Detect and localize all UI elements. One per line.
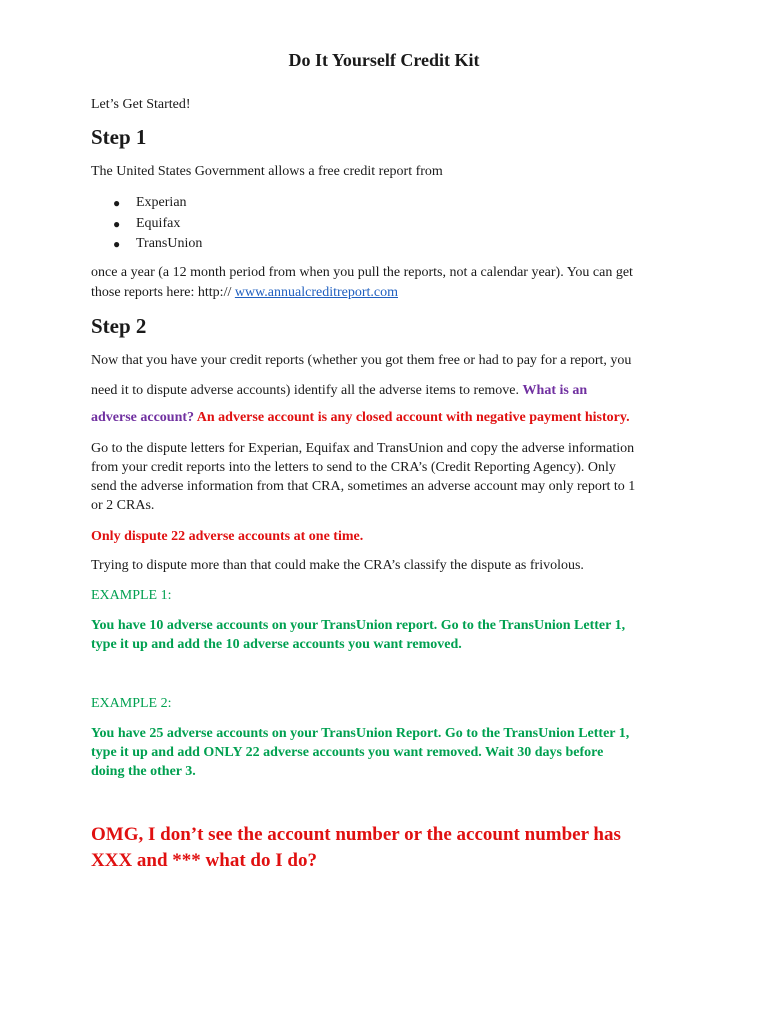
bullet-icon: ● bbox=[113, 196, 121, 210]
step-1-link-line: those reports here: http:// www.annualcreditreport.com bbox=[91, 285, 398, 300]
dispute-para-line-3: send the adverse information from that CRA, sometimes an adverse account may only report to 1 bbox=[91, 479, 636, 494]
example-2-label: EXAMPLE 2: bbox=[91, 696, 172, 711]
step-1-frequency-line: once a year (a 12 month period from when you pull the reports, not a calendar year). You can get bbox=[91, 265, 633, 280]
bureau-list bbox=[91, 193, 202, 255]
annualcreditreport-link[interactable]: www.annualcreditreport.com bbox=[234, 285, 398, 300]
document-title: Do It Yourself Credit Kit bbox=[288, 50, 480, 70]
adverse-question-cont: adverse account? bbox=[91, 410, 195, 425]
step-2-line-1: Now that you have your credit reports (whether you got them free or had to pay for a report, you bbox=[91, 353, 632, 368]
bureau-item-transunion: ● TransUnion bbox=[91, 234, 202, 255]
example-2-line-3: doing the other 3. bbox=[91, 764, 196, 779]
example-2-line-2: type it up and add ONLY 22 adverse accounts you want removed. Wait 30 days before bbox=[91, 745, 604, 760]
bullet-icon: ● bbox=[113, 237, 121, 251]
bureau-item-experian: ● Experian bbox=[91, 193, 202, 214]
example-1-line-1: You have 10 adverse accounts on your TransUnion report. Go to the TransUnion Letter 1, bbox=[91, 618, 626, 633]
dispute-para-line-1: Go to the dispute letters for Experian, Equifax and TransUnion and copy the adverse information bbox=[91, 441, 635, 456]
dispute-para-line-2: from your credit reports into the letters to send to the CRA’s (Credit Reporting Agency). Only bbox=[91, 460, 616, 475]
bureau-item-equifax: ● Equifax bbox=[91, 214, 202, 235]
step-2-line-3 bbox=[91, 408, 691, 427]
bullet-icon: ● bbox=[113, 216, 121, 231]
dispute-limit-warning: Only dispute 22 adverse accounts at one time. bbox=[91, 529, 364, 544]
omg-heading bbox=[91, 822, 711, 874]
example-1-line-2: type it up and add the 10 adverse accounts you want removed. bbox=[91, 637, 462, 652]
example-1-label: EXAMPLE 1: bbox=[91, 588, 172, 603]
step-1-heading: Step 1 bbox=[91, 125, 147, 149]
adverse-definition: An adverse account is any closed account with negative payment history. bbox=[194, 410, 630, 425]
intro-text: Let’s Get Started! bbox=[91, 97, 191, 112]
frivolous-note: Trying to dispute more than that could make the CRA’s classify the dispute as frivolous. bbox=[91, 558, 584, 573]
dispute-para-line-4: or 2 CRAs. bbox=[91, 498, 155, 513]
adverse-question: What is an bbox=[522, 383, 588, 398]
example-2-line-1: You have 25 adverse accounts on your TransUnion Report. Go to the TransUnion Letter 1, bbox=[91, 726, 630, 741]
step-2-line-2: need it to dispute adverse accounts) identify all the adverse items to remove. What is an bbox=[91, 383, 588, 398]
step-2-heading: Step 2 bbox=[91, 314, 147, 338]
step-1-text: The United States Government allows a free credit report from bbox=[91, 164, 443, 179]
omg-line-1: OMG, I don’t see the account number or the account number has bbox=[91, 824, 621, 845]
omg-line-2: XXX and *** what do I do? bbox=[91, 850, 317, 871]
